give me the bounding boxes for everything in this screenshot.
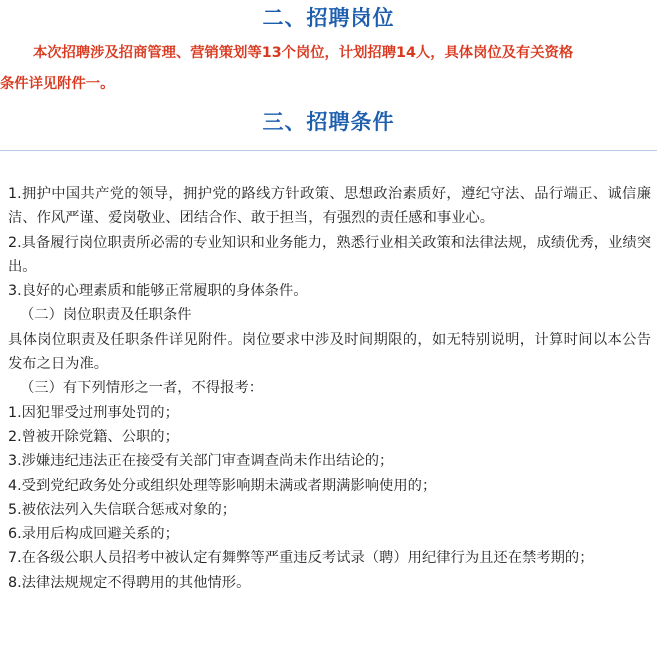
condition-item: 具体岗位职责及任职条件详见附件。岗位要求中涉及时间期限的，如无特别说明，计算时间以本公告发布之日为准。 xyxy=(8,331,651,373)
subsection-heading: （二）岗位职责及任职条件 xyxy=(20,307,192,324)
condition-item: 2.具备履行岗位职责所必需的专业知识和业务能力，熟悉行业相关政策和法律法规，成绩优秀，业绩突出。 xyxy=(8,234,651,275)
condition-item: 3.良好的心理素质和能够正常履职的身体条件。 xyxy=(8,283,308,300)
intro-line-1: 本次招聘涉及招商管理、营销策划等13个岗位，计划招聘14人，具体岗位及有关资格 xyxy=(33,45,574,61)
conditions-list xyxy=(8,182,651,595)
condition-item: 1.拥护中国共产党的领导，拥护党的路线方针政策、思想政治素质好，遵纪守法、品行端正、诚信廉洁、作风严谨、爱岗敬业、团结合作、敢于担当，有强烈的责任感和事业心。 xyxy=(8,186,651,227)
intro-line-2: 条件详见附件一。 xyxy=(0,76,115,92)
recruitment-positions-intro xyxy=(0,38,657,100)
subsection-heading: （三）有下列情形之一者，不得报考： xyxy=(20,380,264,397)
disqualification-item: 7.在各级公职人员招考中被认定有舞弊等严重违反考试录（聘）用纪律行为且还在禁考期的； xyxy=(8,550,594,567)
disqualification-item: 4.受到党纪政务处分或组织处理等影响期未满或者期满影响使用的； xyxy=(8,477,437,494)
disqualification-item: 1.因犯罪受过刑事处罚的； xyxy=(8,404,179,421)
disqualification-item: 2.曾被开除党籍、公职的； xyxy=(8,428,179,445)
disqualification-item: 3.涉嫌违纪违法正在接受有关部门审查调查尚未作出结论的； xyxy=(8,453,394,470)
section-title-recruitment-positions: 二、招聘岗位 xyxy=(262,6,395,30)
section-divider xyxy=(0,150,657,151)
section-title-recruitment-conditions: 三、招聘条件 xyxy=(262,110,395,134)
disqualification-item: 6.录用后构成回避关系的； xyxy=(8,526,179,543)
disqualification-item: 8.法律法规规定不得聘用的其他情形。 xyxy=(8,574,251,591)
disqualification-item: 5.被依法列入失信联合惩戒对象的； xyxy=(8,501,237,518)
